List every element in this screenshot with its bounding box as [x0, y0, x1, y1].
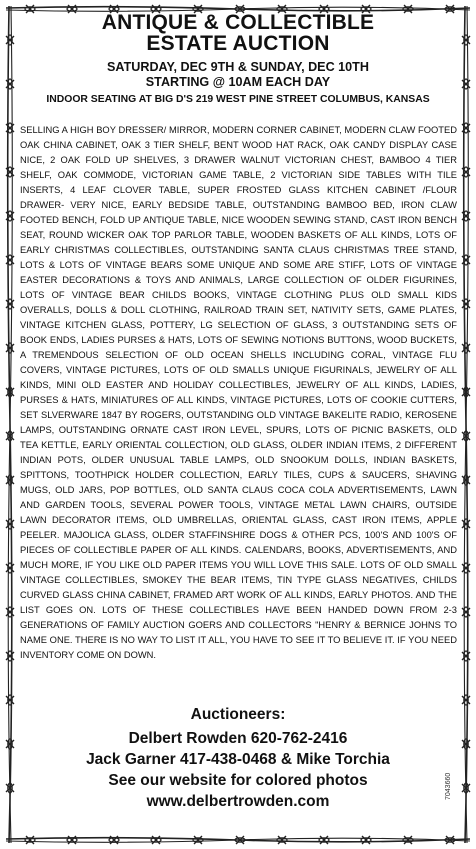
ad-title-line2: ESTATE AUCTION — [146, 32, 330, 55]
barb — [25, 836, 35, 844]
barb — [6, 343, 14, 353]
barb — [6, 79, 14, 89]
barb — [462, 563, 470, 573]
barb — [319, 836, 329, 844]
barb — [462, 255, 470, 265]
barb — [462, 35, 470, 45]
auction-location: INDOOR SEATING AT BIG D'S 219 WEST PINE STREET COLUMBUS, KANSAS — [46, 94, 430, 105]
barb — [6, 519, 14, 529]
barb — [6, 123, 14, 133]
barb — [462, 299, 470, 309]
auctioneer-jack-mike: Jack Garner 417-438-0468 & Mike Torchia — [86, 751, 390, 768]
barb — [403, 836, 413, 844]
barb — [6, 607, 14, 617]
barb — [277, 836, 287, 844]
barb — [462, 607, 470, 617]
barb — [6, 299, 14, 309]
auction-dates: SATURDAY, DEC 9TH & SUNDAY, DEC 10TH — [107, 60, 369, 74]
barb — [462, 475, 470, 485]
barb — [6, 167, 14, 177]
barb — [462, 167, 470, 177]
barb — [6, 475, 14, 485]
barb — [462, 695, 470, 705]
website-note: See our website for colored photos — [108, 772, 368, 789]
barb — [6, 255, 14, 265]
barb — [462, 211, 470, 221]
barb — [462, 343, 470, 353]
auctioneer-info — [20, 706, 456, 812]
item-listing: SELLING A HIGH BOY DRESSER/ MIRROR, MODERN CORNER CABINET, MODERN CLAW FOOTED OAK CHINA CABINET, OAK 3 TIER SHELF, BENT WOOD HAT RACK, OAK CANDY DISPLAY CASE NICE, 2 OAK FOLD UP SHELVES, 3 DRAWER WALNUT VICTORIAN CHEST, BAMBOO 4 TIER SHELF, OAK COMMODE, VICTORIAN GAME TABLE, 2 VICTORIAN SIDE TABLES WITH TILE INSERTS, 4 LEAF CLOVER TABLE, SUPER FROSTED GLASS KITCHEN CABINET /FLOUR DRAWER- VERY NICE, EARLY BEDSIDE TABLE, OUTSTANDING BAMBOO BED, IRON CLAW FOOTED BENCH, FOLD UP ANTIQUE TABLE, NICE WOODEN SEWING STAND, CAST IRON BENCH SEAT, ROUND WICKER OAK TOP PARLOR TABLE, WOODEN BASKETS OF ALL KINDS, LOTS OF EARLY CHRISTMAS COLLECTIBLES, OUTSTANDING SANTA CLAUS CHRISTMAS TREE STAND, LOTS & LOTS OF VINTAGE BEARS SOME UNIQUE AND SOME ARE STIFF, LOTS OF VINTAGE EASTER DECORATIONS & TOYS AND ANIMALS, LARGE COLLECTION OF OLDER FIGURINES, LOTS OF VINTAGE BEAR CHILDS BOOKS, VINTAGE CLOTHING PLUS OLD SMALL KIDS OVERALLS, DOLLS & DOLL CLOTHING, RAILROAD TRAIN SET, NATIVITY SETS, GAME PLATES, VINTAGE KITCHEN GLASS, POTTERY, LG SELECTION OF GLASS, 3 OUTSTANDING SETS OF BOOK ENDS, LADIES PURSES & HATS, LOTS OF SEWING NOTIONS BUTTONS, WOOD BUCKETS, A TREMENDOUS SELECTION OF OLD OCEAN SHELLS INCLUDING CORAL, VINTAGE FLU COVERS, VINTAGE PICTURES, LOTS OF OLD SMALLS UNIQUE FIGURINALS, JEWELRY OF ALL KINDS, MINI OLD EASTER AND HOLIDAY COLLECTIBLES, JEWELRY OF ALL KINDS, LADIES, PURSES & HATS, MINIATURES OF ALL KINDS, VINTAGE PICTURES, LOTS OF COOKIE CUTTERS, SET SLVERWARE 1847 BY ROGERS, OUTSTANDING OLD VINTAGE BAKELITE RADIO, KEROSENE LAMPS, OUTSTANDING ORNATE CAST IRON LEVEL, SPURS, LOTS OF PICNIC BASKETS, OLD TEA KETTLE, EARLY ORIENTAL COLLECTION, OLD GLASS, OLDER INDIAN ITEMS, 2 DIFFERENT INDIAN POTS, OLDER UNUSUAL TABLE LAMPS, OLD SNOOKUM DOLLS, INDIAN BASKETS, SPITTONS, TOOTHPICK HOLDER COLLECTION, EARLY TILES, CUPS & SAUCERS, SHAVING MUGS, OLD JARS, POP BOTTLES, OLD SANTA CLAUS COCA COLA ADVERTISEMENTS, LAWN AND GARDEN TOOLS, SEVERAL POWER TOOLS, VINTAGE METAL LAWN CHAIRS, OUTSIDE LAWN DECORATOR ITEMS, OLD UMBRELLAS, ORIENTAL GLASS, CAST IRON ITEMS, APPLE PEELER. MAJOLICA GLASS, OLDER STAFFINSHIRE DOGS & OTHER PCS, 100'S AND 100'S OF PIECES OF COLLECTIBLE PAPER OF ALL KINDS. CALENDARS, BOOKS, ADVERTISEMENTS, AND MUCH MORE, IF YOU LIKE OLD PAPER ITEMS YOU WILL LOVE THIS SALE. LOTS OF OLD SMALL VINTAGE COLLECTIBLES, SMOKEY THE BEAR ITEMS, TIN TYPE GLASS NEGATIVES, CHILDS CURVED GLASS CHINA CABINET, FRAMED ART WORK OF ALL KINDS, EARLY PHOTOS. AND THE LIST GOES ON. LOTS OF THESE COLLECTIBLES HAVE BEEN HANDED DOWN FROM 2-3 GENERATIONS OF FAMILY AUCTION GOERS AND COLLECTORS "HENRY & BERNICE JOHNS TO NAME ONE. THERE IS NO WAY TO LIST IT ALL, YOU HAVE TO SEE IT TO BELIEVE IT. IF YOU NEED INVENTORY COME ON DOWN. — [20, 125, 457, 660]
barb — [6, 211, 14, 221]
barb — [361, 836, 371, 844]
barb — [462, 739, 470, 749]
barb — [193, 836, 203, 844]
barb — [67, 836, 77, 844]
auction-time: STARTING @ 10AM EACH DAY — [145, 75, 331, 89]
barb — [462, 123, 470, 133]
barb — [6, 695, 14, 705]
ad-title-line1: ANTIQUE & COLLECTIBLE — [101, 11, 375, 34]
auctioneer-delbert: Delbert Rowden 620-762-2416 — [128, 730, 348, 747]
barb — [109, 836, 119, 844]
barb — [6, 563, 14, 573]
barb — [6, 739, 14, 749]
auctioneers-heading: Auctioneers: — [190, 706, 286, 723]
ad-id: 7043660 — [445, 772, 452, 800]
barb — [462, 651, 470, 661]
barb — [462, 79, 470, 89]
barb — [6, 35, 14, 45]
barb — [151, 836, 161, 844]
barb — [462, 519, 470, 529]
barb — [6, 651, 14, 661]
website-link[interactable]: www.delbertrowden.com — [146, 793, 330, 810]
ad-header — [20, 12, 456, 106]
